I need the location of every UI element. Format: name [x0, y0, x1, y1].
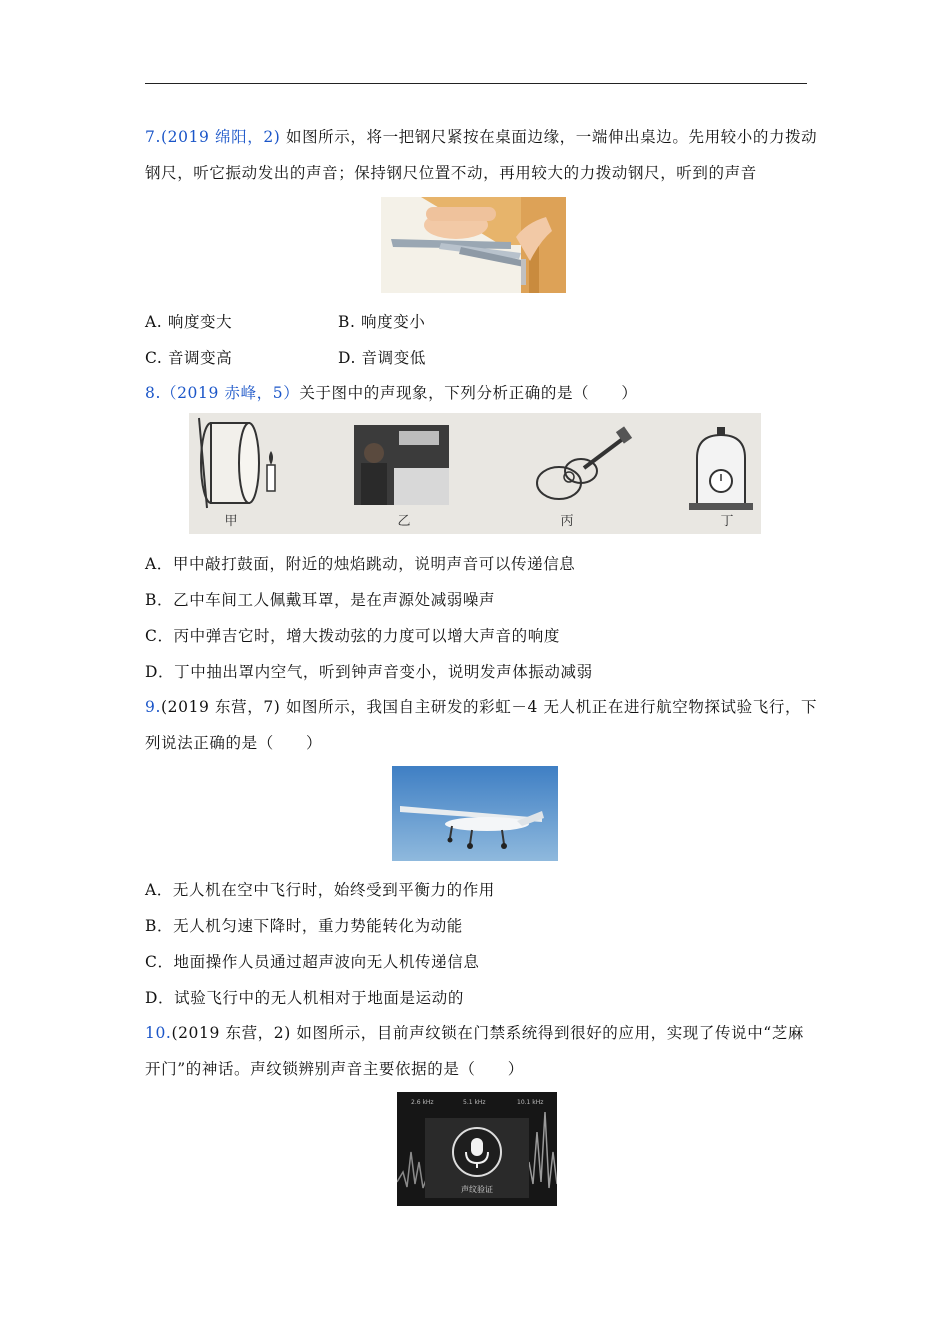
q8-line1	[145, 383, 637, 403]
q9-line2: 列说法正确的是（ ）	[145, 734, 323, 752]
q10-label-freq2: 5.1 kHz	[463, 1099, 486, 1106]
q7-option-a: A. 响度变大	[145, 313, 233, 331]
q7-option-d: D. 音调变低	[338, 349, 426, 367]
q7-line2: 钢尺，听它振动发出的声音；保持钢尺位置不动，再用较大的力拨动钢尺，听到的声音	[145, 164, 757, 182]
q7-option-c: C. 音调变高	[145, 349, 233, 367]
q8-source: （2019 赤峰，5）	[161, 384, 300, 402]
q10-voiceprint-figure	[397, 1092, 557, 1206]
q8-number: 8.	[145, 384, 161, 402]
q7-source: (2019 绵阳，2)	[161, 128, 281, 146]
q8-sound-figure	[189, 413, 761, 534]
q8-label-bing: 丙	[560, 514, 574, 529]
drone-image	[392, 766, 558, 861]
q7-option-b: B. 响度变小	[338, 313, 426, 331]
q8-option-c: C．丙中弹吉它时，增大拨动弦的力度可以增大声音的响度	[145, 627, 560, 645]
factory-worker-icon	[354, 425, 449, 505]
q10-number: 10.	[145, 1024, 172, 1042]
q9-option-d: D．试验飞行中的无人机相对于地面是运动的	[145, 989, 464, 1007]
q7-ruler-figure	[381, 197, 566, 293]
q7-line1	[145, 127, 817, 147]
q9-text1: (2019 东营，7) 如图所示，我国自主研发的彩虹－4 无人机正在进行航空物探试验飞行，下	[161, 698, 818, 716]
q9-line1	[145, 697, 817, 717]
q10-label-freq3: 10.1 kHz	[517, 1099, 544, 1106]
q8-label-yi: 乙	[397, 514, 411, 529]
q10-text1: (2019 东营，2) 如图所示，目前声纹锁在门禁系统得到很好的应用，实现了传说中“芝麻	[171, 1024, 805, 1042]
q7-number: 7.	[145, 128, 161, 146]
voiceprint-lock-image	[397, 1092, 557, 1206]
q9-option-c: C．地面操作人员通过超声波向无人机传递信息	[145, 953, 480, 971]
q9-option-b: B．无人机匀速下降时，重力势能转化为动能	[145, 917, 463, 935]
q8-label-ding: 丁	[720, 514, 734, 529]
q8-text1: 关于图中的声现象，下列分析正确的是（ ）	[299, 384, 638, 402]
q10-line1	[145, 1023, 804, 1043]
q9-number: 9.	[145, 698, 161, 716]
q9-option-a: A．无人机在空中飞行时，始终受到平衡力的作用	[145, 881, 495, 899]
q10-line2: 开门”的神话。声纹锁辨别声音主要依据的是（ ）	[145, 1060, 524, 1078]
q8-option-b: B．乙中车间工人佩戴耳罩，是在声源处减弱噪声	[145, 591, 496, 609]
q8-option-d: D．丁中抽出罩内空气，听到钟声音变小，说明发声体振动减弱	[145, 663, 593, 681]
q9-drone-figure	[392, 766, 558, 861]
q10-label-freq1: 2.6 kHz	[411, 1099, 434, 1106]
q10-label-verify: 声纹验证	[461, 1185, 493, 1194]
sound-phenomena-image	[189, 413, 761, 534]
q8-label-jia: 甲	[224, 514, 238, 529]
q7-text1: 如图所示，将一把钢尺紧按在桌面边缘，一端伸出桌边。先用较小的力拨动	[280, 128, 818, 146]
header-rule	[145, 83, 807, 84]
ruler-on-table-image	[381, 197, 566, 293]
q8-option-a: A．甲中敲打鼓面，附近的烛焰跳动，说明声音可以传递信息	[145, 555, 576, 573]
